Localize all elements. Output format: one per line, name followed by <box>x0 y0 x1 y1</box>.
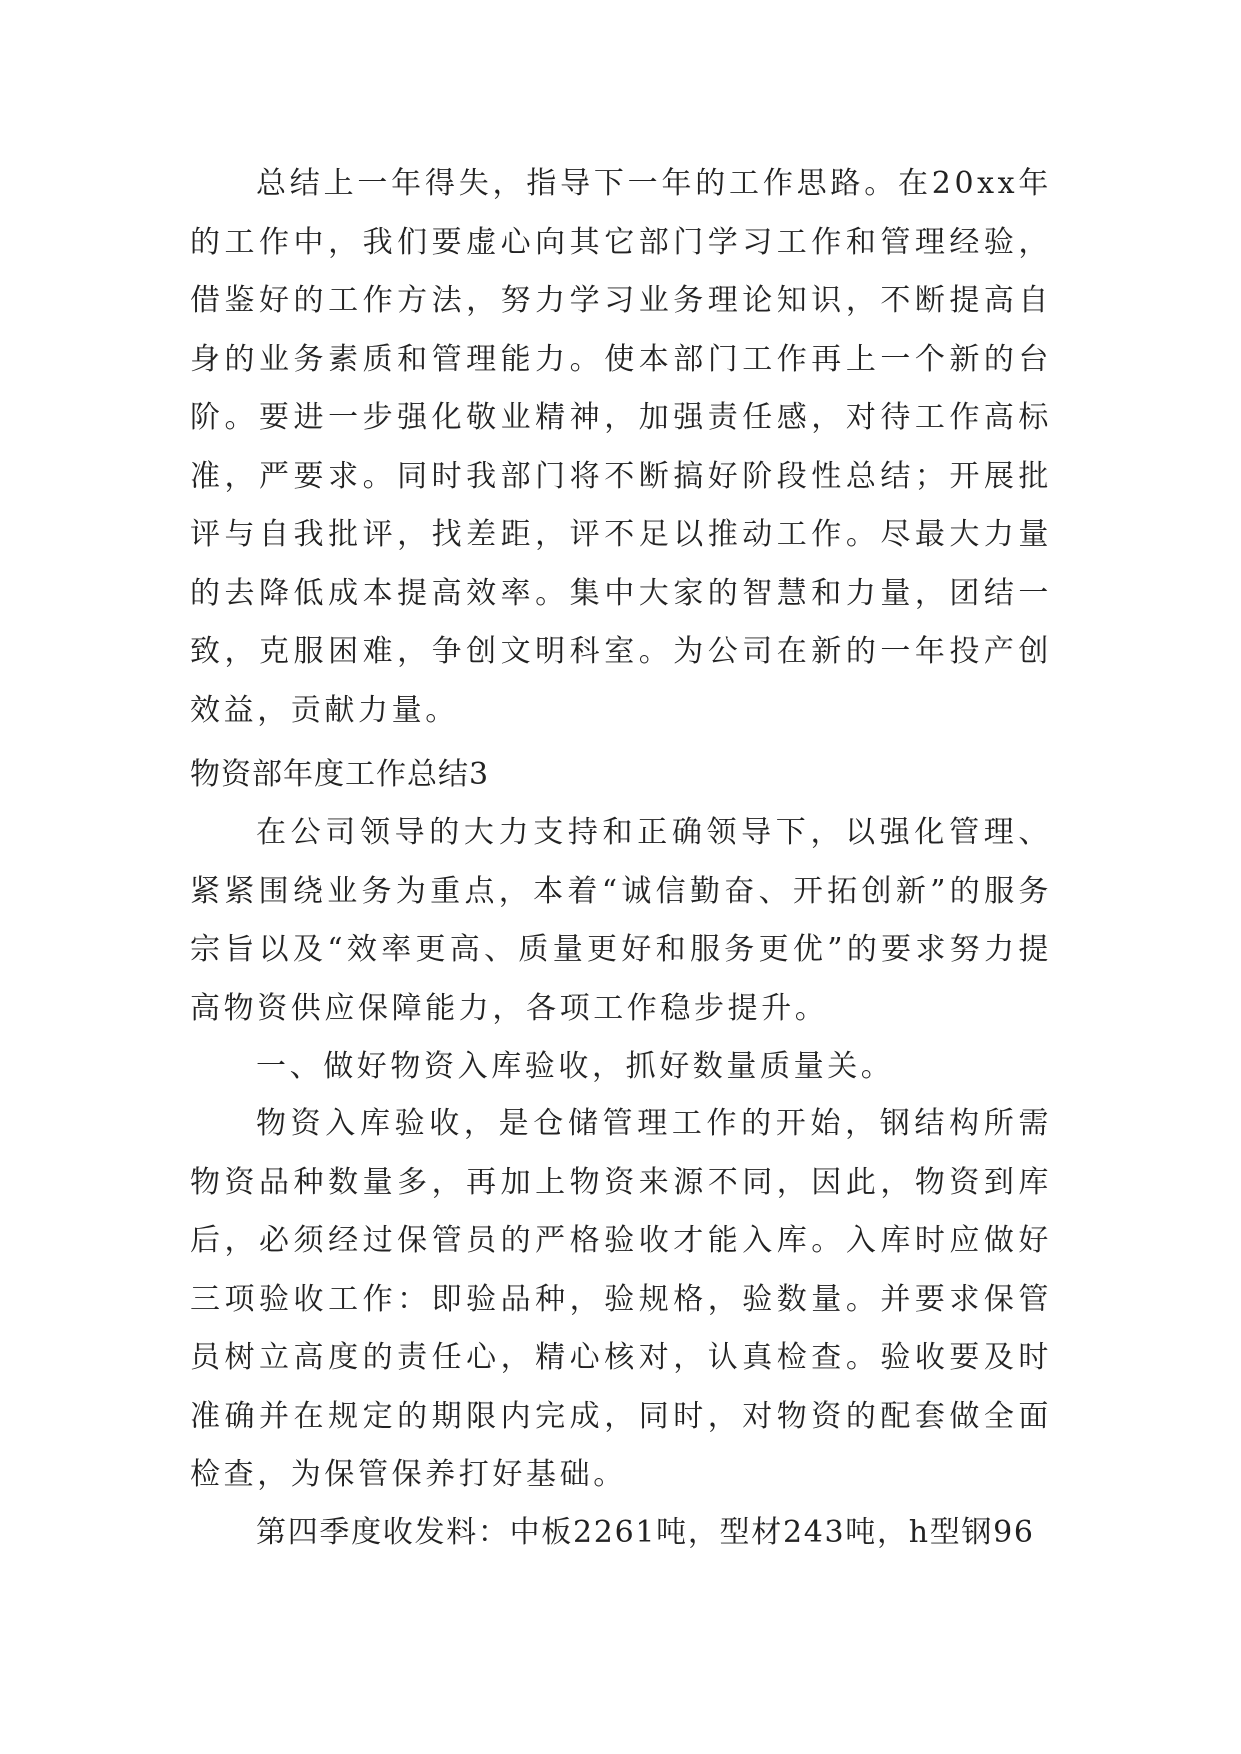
body-paragraph: 总结上一年得失，指导下一年的工作思路。在20xx年的工作中，我们要虚心向其它部门学习工作和管理经验，借鉴好的工作方法，努力学习业务理论知识，不断提高自身的业务素质和管理能力。使本部门工作再上一个新的台阶。要进一步强化敬业精神，加强责任感，对待工作高标准，严要求。同时我部门将不断搞好阶段性总结；开展批评与自我批评，找差距，评不足以推动工作。尽最大力量的去降低成本提高效率。集中大家的智慧和力量，团结一致，克服困难，争创文明科室。为公司在新的一年投产创效益，贡献力量。 <box>190 166 1052 728</box>
subsection-heading: 一、做好物资入库验收，抓好数量质量关。 <box>256 1049 895 1084</box>
section-heading: 物资部年度工作总结3 <box>190 757 490 792</box>
body-paragraph: 在公司领导的大力支持和正确领导下，以强化管理、紧紧围绕业务为重点，本着“诚信勤奋、开拓创新”的服务宗旨以及“效率更高、质量更好和服务更优”的要求努力提高物资供应保障能力，各项工作稳步提升。 <box>190 815 1052 1026</box>
body-paragraph: 物资入库验收，是仓储管理工作的开始，钢结构所需物资品种数量多，再加上物资来源不同，因此，物资到库后，必须经过保管员的严格验收才能入库。入库时应做好三项验收工作：即验品种，验规格，验数量。并要求保管员树立高度的责任心，精心核对，认真检查。验收要及时准确并在规定的期限内完成，同时，对物资的配套做全面检查，为保管保养打好基础。 <box>190 1106 1052 1492</box>
body-paragraph: 第四季度收发料：中板2261吨，型材243吨，h型钢96 <box>256 1515 1035 1550</box>
